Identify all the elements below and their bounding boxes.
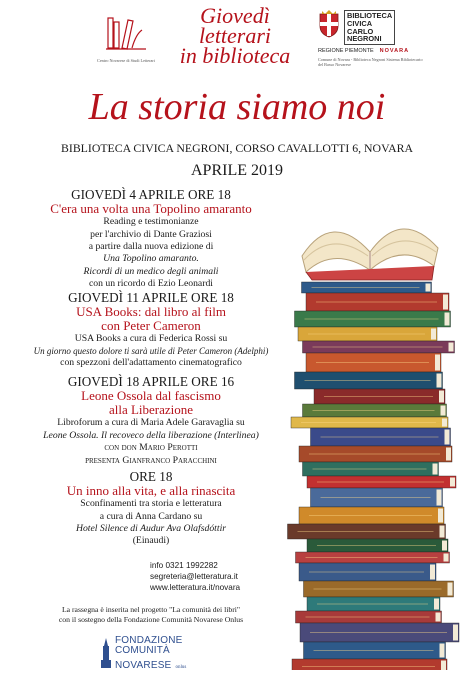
book-spine (295, 311, 451, 327)
event-line: presenta Gianfranco Paracchini (85, 454, 217, 466)
note-line-1: La rassegna è inserita nel progetto "La comunità dei libri" (61, 605, 241, 614)
fondazione-line-3: NOVARESE (115, 660, 172, 671)
book-spine (292, 659, 447, 670)
event-2 (20, 291, 282, 370)
fondazione-line-1: FONDAZIONE (115, 635, 183, 646)
book-spine (296, 611, 442, 623)
contacts (150, 560, 280, 593)
event-day: GIOVEDÌ 18 APRILE ORE 16 (67, 374, 235, 389)
event-line: Leone Ossola. Il recoveco della liberazione (Interlinea) (43, 429, 259, 441)
book-spine (306, 293, 449, 311)
left-logo-caption: Centro Novarese di Studi Letterari (97, 58, 155, 63)
book-spine (298, 327, 437, 341)
book-spine (307, 539, 448, 552)
book-spine (307, 597, 440, 611)
event-line: USA Books a cura di Federica Rossi su (74, 333, 228, 345)
book-spine (295, 372, 443, 389)
library-line-2: CIVICA (347, 18, 373, 28)
event-line: con don Mario Perotti (104, 442, 198, 454)
book-stack-icon (282, 190, 462, 670)
book-spine (299, 507, 444, 524)
event-day: GIOVEDÌ 4 APRILE ORE 18 (71, 187, 231, 202)
event-line: (Einaudi) (132, 535, 170, 547)
event-3 (20, 375, 282, 467)
website-link[interactable]: www.letteratura.it/novara (150, 583, 241, 593)
book-spine (303, 462, 439, 476)
project-note (20, 605, 282, 624)
book-spine (303, 341, 455, 353)
library-logo (318, 10, 428, 67)
series-title (160, 3, 310, 69)
book-spine (291, 417, 448, 428)
event-title: alla Liberazione (108, 402, 194, 418)
phone-number: info 0321 1992282 (150, 561, 218, 570)
note-line-2: con il sostegno della Fondazione Comunità Novarese Onlus (58, 614, 244, 624)
fondazione-suffix: onlus (175, 665, 187, 670)
book-spine (296, 552, 450, 563)
book-spine (307, 476, 456, 488)
book-spine (304, 642, 446, 659)
library-wordmark (344, 10, 395, 45)
book-spine (314, 389, 445, 404)
book-spine (299, 446, 452, 462)
event-day: GIOVEDÌ 11 APRILE ORE 18 (68, 290, 234, 305)
series-title-line-1: Giovedì (200, 3, 270, 28)
event-day: ORE 18 (129, 469, 173, 484)
books-logo-icon (102, 8, 150, 56)
city-label: NOVARA (379, 48, 410, 55)
fondazione-logo (100, 636, 210, 673)
event-4 (20, 470, 282, 548)
book-stack-illustration (282, 190, 462, 670)
series-title-line-2: letterari (198, 23, 272, 49)
event-line: Un giorno questo dolore ti sarà utile di Peter Cameron (Adelphi) (33, 345, 269, 356)
venue-address: BIBLIOTECA CIVICA NEGRONI, CORSO CAVALLOTTI 6, NOVARA (61, 141, 413, 155)
book-spine (306, 353, 441, 372)
event-1 (20, 188, 282, 291)
book-spine (302, 282, 432, 293)
event-line: per l'archivio di Dante Graziosi (90, 228, 212, 240)
fondazione-line-2: COMUNITÀ (115, 644, 170, 656)
right-logo-caption: Comune di Novara - Biblioteca Negroni Sistema Bibliotecario del Basso Novarese (318, 57, 423, 68)
event-title: USA Books: dal libro al film (76, 303, 226, 319)
event-line: a cura di Anna Cardano su (99, 510, 203, 522)
book-spine (303, 404, 447, 417)
library-line-4: NEGRONI (347, 34, 382, 44)
email-link[interactable]: segreteria@letteratura.it (150, 572, 238, 582)
event-title: Leone Ossola dal fascismo (81, 387, 221, 403)
month-label: APRILE 2019 (191, 162, 283, 179)
book-spine (300, 623, 459, 642)
event-line: Una Topolino amaranto. (103, 253, 199, 265)
event-line: Ricordi di un medico degli animali (83, 265, 219, 277)
event-line: con un ricordo di Ezio Leonardi (88, 278, 213, 290)
event-line: Sconfinamenti tra storia e letteratura (80, 498, 222, 510)
series-title-line-3: in biblioteca (179, 43, 291, 69)
event-line: Hotel Silence di Audur Ava Olafsdóttir (75, 522, 227, 534)
book-spine (304, 581, 454, 597)
book-spine (299, 563, 436, 581)
book-spine (311, 428, 451, 446)
event-title: C'era una volta una Topolino amaranto (50, 200, 252, 216)
city-crest-icon (318, 10, 340, 43)
event-line: a partire dalla nuova edizione di (88, 240, 214, 252)
event-title: con Peter Cameron (101, 318, 201, 334)
library-line-3: CARLO (347, 26, 374, 36)
centro-novarese-logo (96, 8, 156, 63)
event-line: Libroforum a cura di Maria Adele Garavaglia su (57, 417, 245, 429)
tower-icon (100, 638, 112, 673)
book-spine (288, 524, 446, 539)
event-line: con spezzoni dell'adattamento cinematografico (60, 357, 242, 369)
library-line-1: BIBLIOTECA (347, 11, 393, 20)
book-spine (311, 488, 443, 507)
event-line: Reading e testimonianze (103, 216, 199, 228)
main-title: La storia siamo noi (88, 86, 386, 128)
regione-label: REGIONE PIEMONTE (318, 48, 374, 55)
event-title: Un inno alla vita, e alla rinascita (66, 482, 236, 498)
